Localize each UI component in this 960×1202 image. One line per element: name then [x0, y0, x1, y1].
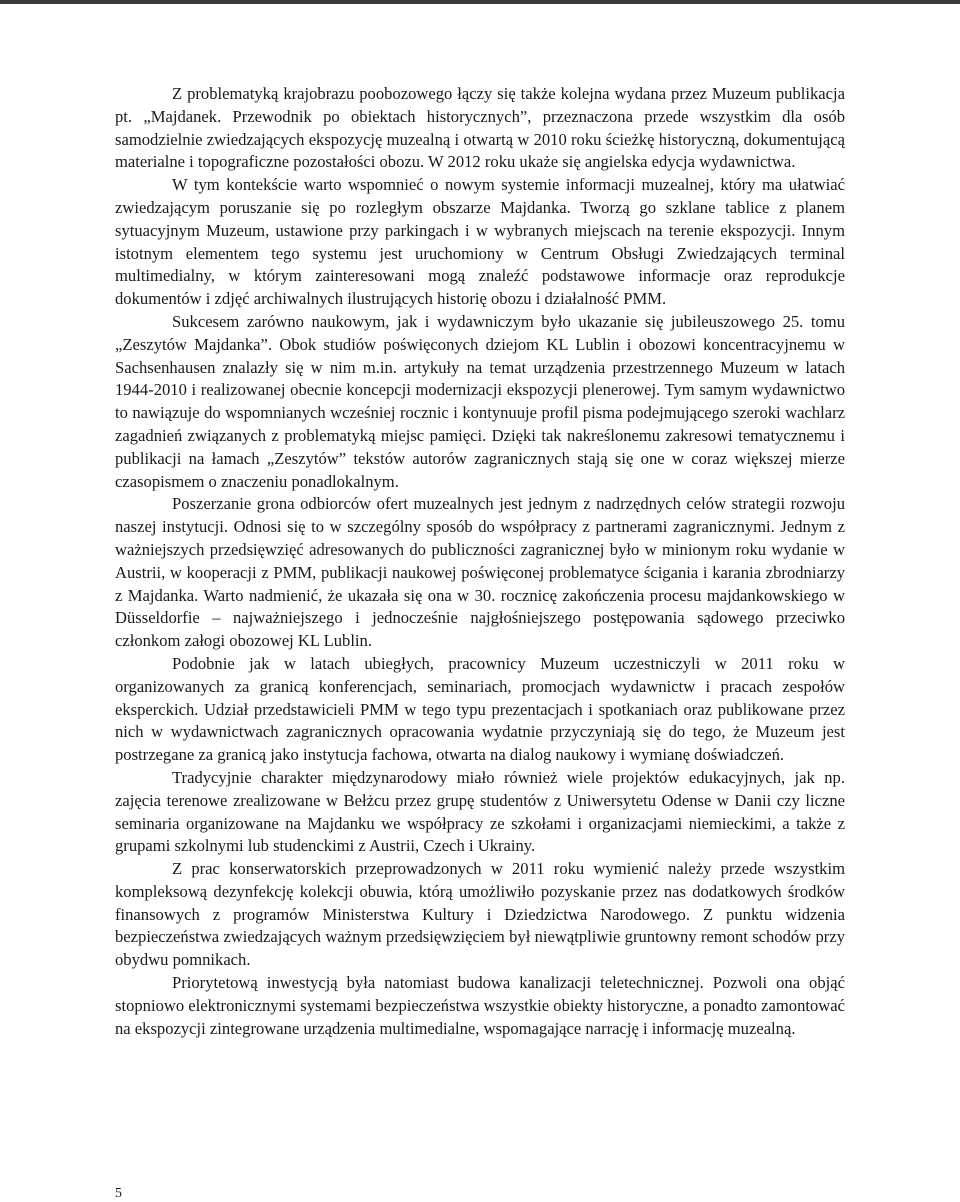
paragraph: W tym kontekście warto wspomnieć o nowym systemie informacji muzealnej, który ma ułatwiać zwiedzającym poruszanie się po rozległym obszarze Majdanka. Tworzą go szklane tablice z planem sytuacyjnym Muzeum, ustawione przy parkingach i w wybranych miejscach na terenie ekspozycji. Innym istotnym elementem tego systemu jest uruchomiony w Centrum Obsługi Zwiedzających terminal multimedialny, w którym zainteresowani mogą znaleźć podstawowe informacje oraz reprodukcje dokumentów i zdjęć archiwalnych ilustrujących historię obozu i działalność PMM. [115, 175, 845, 309]
paragraph: Z problematyką krajobrazu poobozowego łączy się także kolejna wydana przez Muzeum publikacja pt. „Majdanek. Przewodnik po obiektach historycznych”, przeznaczona przede wszystkim dla osób samodzielnie zwiedzających ekspozycję muzealną i otwartą w 2010 roku ścieżkę historyczną, dokumentującą materialne i topograficzne pozostałości obozu. W 2012 roku ukaże się angielska edycja wydawnictwa. [115, 84, 845, 172]
paragraph: Podobnie jak w latach ubiegłych, pracownicy Muzeum uczestniczyli w 2011 roku w organizowanych za granicą konferencjach, seminariach, promocjach wydawnictw i pracach zespołów eksperckich. Udział przedstawicieli PMM w tego typu prezentacjach i spotkaniach oraz publikowane przez nich w wydawnictwach zagranicznych opracowania wydatnie przyczyniają się do tego, że Muzeum jest postrzegane za granicą jako instytucja fachowa, otwarta na dialog naukowy i wymianę doświadczeń. [115, 653, 845, 765]
paragraph: Poszerzanie grona odbiorców ofert muzealnych jest jednym z nadrzędnych celów strategii rozwoju naszej instytucji. Odnosi się to w szczególny sposób do współpracy z partnerami zagranicznymi. Jednym z ważniejszych przedsięwzięć adresowanych do publiczności zagranicznej było w minionym roku wydanie w Austrii, w kooperacji z PMM, publikacji naukowej poświęconej problematyce ścigania i karania zbrodniarzy z Majdanka. Warto nadmienić, że ukazała się ona w 30. rocznicę zakończenia procesu majdankowskiego w Düsseldorfie – najważniejszego i jednocześnie najgłośniejszego postępowania sądowego przeciwko członkom załogi obozowej KL Lublin. [115, 494, 845, 651]
paragraph: Z prac konserwatorskich przeprowadzonych w 2011 roku wymienić należy przede wszystkim kompleksową dezynfekcję kolekcji obuwia, którą umożliwiło pozyskanie przez nas dodatkowych środków finansowych z programów Ministerstwa Kultury i Dziedzictwa Narodowego. Z punktu widzenia bezpieczeństwa zwiedzających ważnym przedsięwzięciem był niewątpliwie gruntowny remont schodów przy obydwu pomnikach. [115, 859, 845, 970]
page-number: 5 [115, 1186, 122, 1201]
paragraph: Sukcesem zarówno naukowym, jak i wydawniczym było ukazanie się jubileuszowego 25. tomu „Zeszytów Majdanka”. Obok studiów poświęconych dziejom KL Lublin i obozowi koncentracyjnemu w Sachsenhausen znalazły się w nim m.in. artykuły na temat urządzenia przestrzennego Muzeum w latach 1944-2010 i realizowanej obecnie koncepcji modernizacji ekspozycji plenerowej. Tym samym wydawnictwo to nawiązuje do wspomnianych wcześniej rocznic i kontynuuje profil pisma podejmującego szeroki wachlarz zagadnień związanych z problematyką miejsc pamięci. Dzięki tak nakreślonemu zakresowi tematycznemu i publikacji na łamach „Zeszytów” tekstów autorów zagranicznych stają się one w coraz większej mierze czasopismem o znaczeniu ponadlokalnym. [115, 311, 845, 491]
paragraph: Priorytetową inwestycją była natomiast budowa kanalizacji teletechnicznej. Pozwoli ona objąć stopniowo elektronicznymi systemami bezpieczeństwa wszystkie obiekty historyczne, a ponadto zamontować na ekspozycji zintegrowane urządzenia multimedialne, wspomagające narrację i informację muzealną. [115, 973, 845, 1038]
paragraph: Tradycyjnie charakter międzynarodowy miało również wiele projektów edukacyjnych, jak np. zajęcia terenowe zrealizowane w Bełżcu przez grupę studentów z Uniwersytetu Odense w Danii czy liczne seminaria organizowane na Majdanku we współpracy ze szkołami i organizacjami niemieckimi, a także z grupami szkolnymi lub studenckimi z Austrii, Czech i Ukrainy. [115, 767, 845, 856]
top-border-rule [0, 0, 960, 4]
document-body [115, 83, 845, 1040]
